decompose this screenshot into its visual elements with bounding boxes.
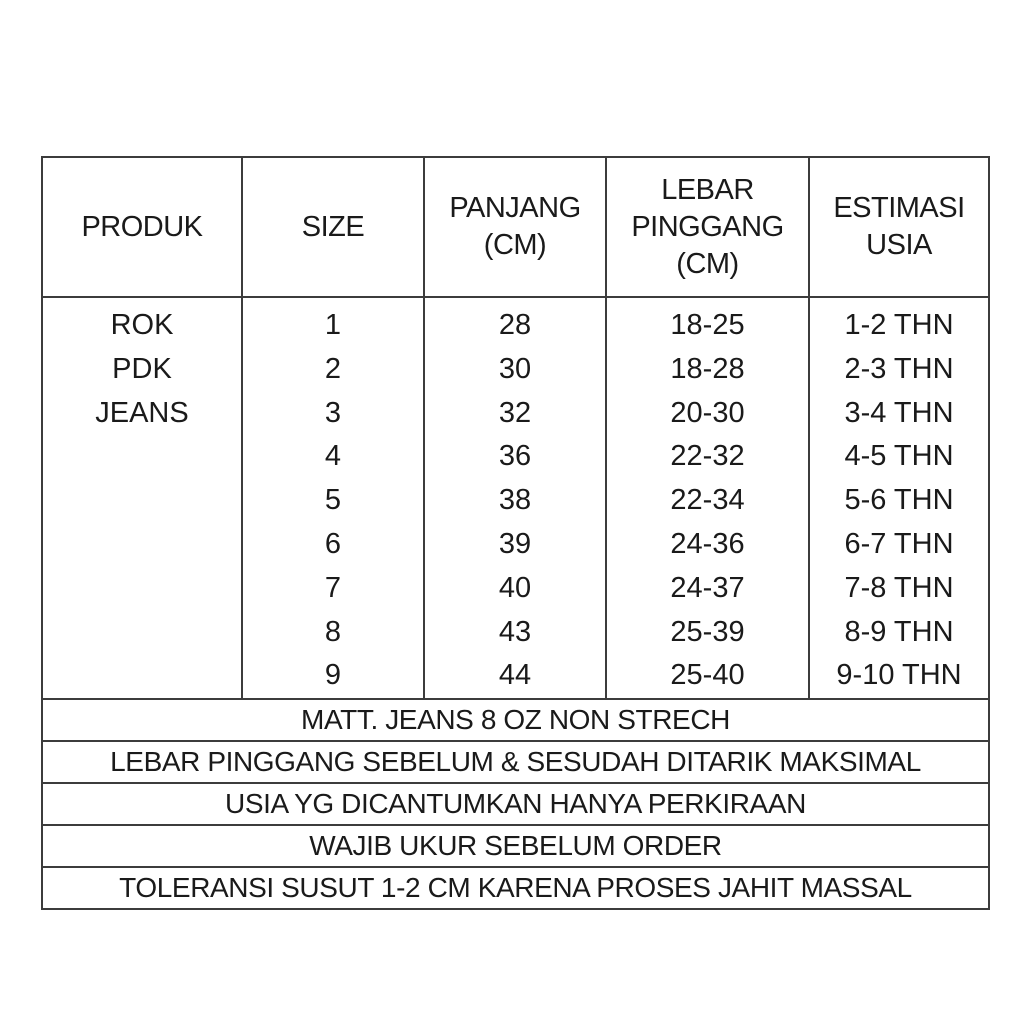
size-value: 6 — [324, 527, 342, 560]
estimasi-usia-column — [809, 297, 989, 699]
lebar-value: 18-28 — [670, 352, 745, 385]
usia-value: 7-8 THN — [844, 571, 954, 604]
panjang-value: 36 — [498, 440, 532, 473]
size-value: 1 — [324, 309, 342, 341]
lebar-value: 24-37 — [670, 571, 745, 604]
usia-value: 2-3 THN — [844, 352, 954, 385]
usia-value: 4-5 THN — [844, 440, 954, 473]
usia-value: 9-10 THN — [836, 659, 962, 692]
size-value: 5 — [324, 484, 342, 517]
note-lebar-pinggang: LEBAR PINGGANG SEBELUM & SESUDAH DITARIK MAKSIMAL — [42, 741, 989, 783]
usia-value: 5-6 THN — [844, 484, 954, 517]
lebar-value: 20-30 — [670, 396, 745, 429]
size-value: 4 — [324, 440, 342, 473]
lebar-value: 22-32 — [670, 440, 745, 473]
lebar-value: 25-40 — [670, 659, 745, 692]
usia-value: 8-9 THN — [844, 615, 954, 648]
panjang-column — [424, 297, 606, 699]
size-value: 9 — [324, 659, 342, 692]
panjang-value: 40 — [498, 571, 532, 604]
product-name-line: JEANS — [95, 396, 189, 429]
size-column — [242, 297, 424, 699]
panjang-value: 38 — [498, 484, 532, 517]
usia-value: 3-4 THN — [844, 396, 954, 429]
header-row — [42, 157, 989, 297]
lebar-value: 24-36 — [670, 527, 745, 560]
usia-value: 1-2 THN — [844, 309, 954, 341]
panjang-value: 43 — [498, 615, 532, 648]
note-row — [42, 741, 989, 783]
size-value: 7 — [324, 571, 342, 604]
header-size: SIZE — [242, 157, 424, 297]
product-name-line: PDK — [112, 352, 172, 385]
product-cell — [42, 297, 242, 699]
data-row — [42, 297, 989, 699]
size-chart-table — [41, 156, 990, 910]
header-estimasi-usia: ESTIMASI USIA — [809, 157, 989, 297]
note-toleransi: TOLERANSI SUSUT 1-2 CM KARENA PROSES JAHIT MASSAL — [42, 867, 989, 909]
size-value: 3 — [324, 396, 342, 429]
panjang-value: 30 — [498, 352, 532, 385]
lebar-value: 22-34 — [670, 484, 745, 517]
panjang-value: 39 — [498, 527, 532, 560]
note-row — [42, 783, 989, 825]
header-lebar-pinggang: LEBAR PINGGANG (CM) — [606, 157, 809, 297]
usia-value: 6-7 THN — [844, 527, 954, 560]
size-value: 8 — [324, 615, 342, 648]
lebar-value: 25-39 — [670, 615, 745, 648]
size-value: 2 — [324, 352, 342, 385]
note-ukur: WAJIB UKUR SEBELUM ORDER — [42, 825, 989, 867]
header-panjang: PANJANG (CM) — [424, 157, 606, 297]
note-row — [42, 825, 989, 867]
product-name-line: ROK — [110, 309, 174, 341]
panjang-value: 28 — [498, 309, 532, 341]
lebar-value: 18-25 — [670, 309, 745, 341]
panjang-value: 44 — [498, 659, 532, 692]
note-usia: USIA YG DICANTUMKAN HANYA PERKIRAAN — [42, 783, 989, 825]
note-row — [42, 699, 989, 741]
lebar-pinggang-column — [606, 297, 809, 699]
header-produk: PRODUK — [42, 157, 242, 297]
panjang-value: 32 — [498, 396, 532, 429]
note-row — [42, 867, 989, 909]
note-material: MATT. JEANS 8 OZ NON STRECH — [42, 699, 989, 741]
